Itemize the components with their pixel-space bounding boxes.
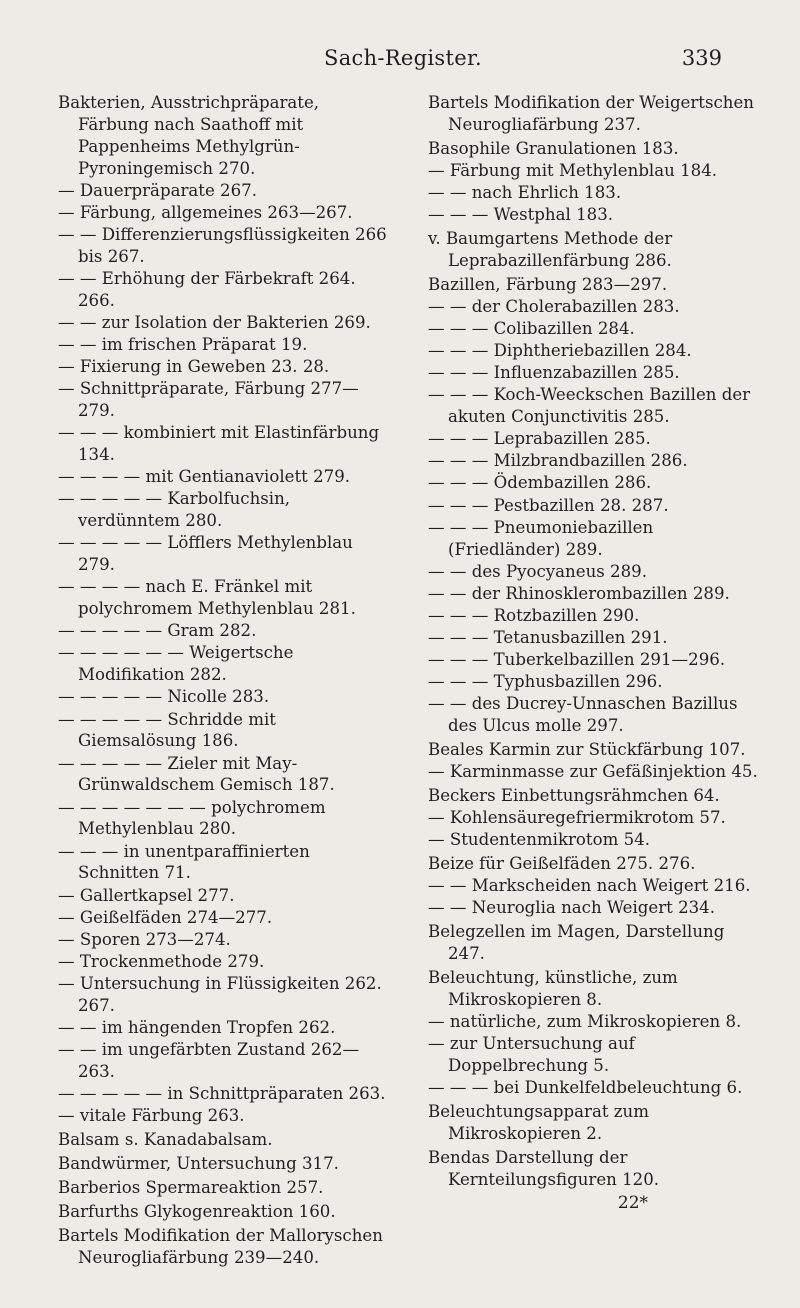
index-entry: Bakterien, Ausstrichpräparate, Färbung nach Saathoff mit Pappenheims Methylgrün-Pyroningemisch 270. bbox=[58, 93, 320, 178]
index-entry: — — — — nach E. Fränkel mit polychromem Methylenblau 281. bbox=[58, 577, 356, 619]
index-entry: — — — — — Zieler mit May-Grünwaldschem Gemisch 187. bbox=[58, 753, 335, 795]
index-entry: — — — — — — Weigertsche Modifikation 282. bbox=[58, 643, 294, 685]
index-entry: Belegzellen im Magen, Darstellung 247. bbox=[428, 922, 725, 964]
index-entry: — — — — — Gram 282. bbox=[58, 621, 257, 641]
index-entry: — — — — — Nicolle 283. bbox=[58, 687, 270, 707]
index-entry: — — — Influenzabazillen 285. bbox=[428, 363, 680, 383]
index-entry: — — — Rotzbazillen 290. bbox=[428, 605, 640, 625]
index-entry: — — — Milzbrandbazillen 286. bbox=[428, 451, 688, 471]
index-entry: — — im hängenden Tropfen 262. bbox=[58, 1017, 336, 1037]
index-entry: — — zur Isolation der Bakterien 269. bbox=[58, 313, 371, 332]
index-entry: — Studentenmikrotom 54. bbox=[428, 830, 650, 850]
index-entry: — — der Rhinosklerombazillen 289. bbox=[428, 583, 730, 603]
index-entry: v. Baumgartens Methode der Leprabazillenfärbung 286. bbox=[428, 229, 673, 270]
index-entry: Bartels Modifikation der Weigertschen Neurogliafärbung 237. bbox=[428, 93, 754, 134]
index-entry: — — — bei Dunkelfeldbeleuchtung 6. bbox=[428, 1078, 743, 1098]
running-head bbox=[84, 46, 722, 76]
printer-signature: 22* bbox=[617, 1192, 649, 1213]
index-entry: — — Markscheiden nach Weigert 216. bbox=[428, 876, 751, 896]
index-entry: Barfurths Glykogenreaktion 160. bbox=[58, 1201, 336, 1221]
index-entry: Beize für Geißelfäden 275. 276. bbox=[428, 854, 696, 874]
index-entry: Bazillen, Färbung 283—297. bbox=[428, 274, 668, 294]
index-entry: Beckers Einbettungsrähmchen 64. bbox=[428, 786, 720, 806]
index-entry: — — — Pneumoniebazillen (Friedländer) 289. bbox=[428, 517, 654, 559]
index-entry: — — — Westphal 183. bbox=[428, 205, 614, 225]
index-entry: — — — Colibazillen 284. bbox=[428, 319, 635, 338]
index-column-right bbox=[428, 90, 758, 1215]
index-entry: — — des Pyocyaneus 289. bbox=[428, 561, 647, 581]
index-entry: — — der Cholerabazillen 283. bbox=[428, 296, 680, 316]
index-entry: — — — — — Schridde mit Giemsalösung 186. bbox=[58, 709, 276, 751]
index-entry: — Dauerpräparate 267. bbox=[58, 180, 258, 200]
index-entry: — — nach Ehrlich 183. bbox=[428, 183, 622, 202]
index-entry: Bandwürmer, Untersuchung 317. bbox=[58, 1153, 339, 1173]
index-entry: — — — in unentparaffinierten Schnitten 71. bbox=[58, 841, 310, 883]
index-entry: Basophile Granulationen 183. bbox=[428, 138, 679, 158]
index-entry: — — — — — Karbolfuchsin, verdünntem 280. bbox=[58, 489, 291, 531]
index-entry: — Kohlensäuregefriermikrotom 57. bbox=[428, 808, 726, 828]
index-entry: — — — — — — — polychromem Methylenblau 280. bbox=[58, 797, 326, 839]
index-entry: — — — Leprabazillen 285. bbox=[428, 429, 651, 449]
index-entry: — Färbung, allgemeines 263—267. bbox=[58, 202, 353, 222]
index-entry: — Untersuchung in Flüssigkeiten 262. 267. bbox=[58, 973, 382, 1015]
index-entry: — — — Typhusbazillen 296. bbox=[428, 672, 663, 692]
index-entry: — — — Pestbazillen 28. 287. bbox=[428, 495, 669, 515]
index-entry: — — Differenzierungsflüssigkeiten 266 bis 267. bbox=[58, 225, 387, 266]
index-entry: — — im ungefärbten Zustand 262—263. bbox=[58, 1040, 360, 1081]
index-entry: — — — Tetanusbazillen 291. bbox=[428, 627, 668, 647]
index-entry: — Sporen 273—274. bbox=[58, 929, 231, 949]
index-entry: — Gallertkapsel 277. bbox=[58, 885, 235, 905]
index-entry: — — — — — Löfflers Methylenblau 279. bbox=[58, 533, 353, 575]
index-entry: Beleuchtung, künstliche, zum Mikroskopieren 8. bbox=[428, 968, 678, 1009]
index-entry: — Trockenmethode 279. bbox=[58, 951, 265, 971]
index-entry: — vitale Färbung 263. bbox=[58, 1106, 245, 1126]
index-entry: — — — Tuberkelbazillen 291—296. bbox=[428, 650, 726, 670]
index-entry: — — — — mit Gentianaviolett 279. bbox=[58, 467, 351, 487]
index-entry: — Färbung mit Methylenblau 184. bbox=[428, 160, 718, 180]
index-entry: — — Erhöhung der Färbekraft 264. 266. bbox=[58, 269, 356, 310]
index-entry: — — — — — in Schnittpräparaten 263. bbox=[58, 1084, 386, 1104]
index-entry: — Geißelfäden 274—277. bbox=[58, 907, 273, 927]
index-entry: — — — Koch-Weeckschen Bazillen der akuten Conjunctivitis 285. bbox=[428, 385, 751, 427]
index-entry: Beleuchtungsapparat zum Mikroskopieren 2. bbox=[428, 1102, 649, 1143]
index-entry: — — des Ducrey-Unnaschen Bazillus des Ulcus molle 297. bbox=[428, 694, 738, 736]
index-entry: — — — Ödembazillen 286. bbox=[428, 473, 652, 493]
index-column-left bbox=[58, 90, 388, 1269]
index-entry: Bendas Darstellung der Kernteilungsfiguren 120. bbox=[428, 1147, 660, 1189]
page-number: 339 bbox=[681, 46, 722, 70]
index-entry: — zur Untersuchung auf Doppelbrechung 5. bbox=[428, 1034, 635, 1076]
index-entry: — natürliche, zum Mikroskopieren 8. bbox=[428, 1012, 742, 1032]
index-entry: — — im frischen Präparat 19. bbox=[58, 335, 308, 355]
index-entry: — Karminmasse zur Gefäßinjektion 45. bbox=[428, 762, 758, 782]
page-title: Sach-Register. bbox=[324, 46, 482, 70]
index-entry: — Schnittpräparate, Färbung 277—279. bbox=[58, 379, 359, 421]
index-entry: — — Neuroglia nach Weigert 234. bbox=[428, 898, 716, 918]
index-entry: Bartels Modifikation der Malloryschen Neurogliafärbung 239—240. bbox=[58, 1225, 383, 1267]
index-entry: — — — Diphtheriebazillen 284. bbox=[428, 341, 692, 361]
index-entry: — — — kombiniert mit Elastinfärbung 134. bbox=[58, 423, 380, 465]
index-entry: Barberios Spermareaktion 257. bbox=[58, 1177, 324, 1197]
index-entry: — Fixierung in Geweben 23. 28. bbox=[58, 357, 330, 377]
index-entry: Balsam s. Kanadabalsam. bbox=[58, 1130, 273, 1150]
index-entry: Beales Karmin zur Stückfärbung 107. bbox=[428, 740, 746, 760]
